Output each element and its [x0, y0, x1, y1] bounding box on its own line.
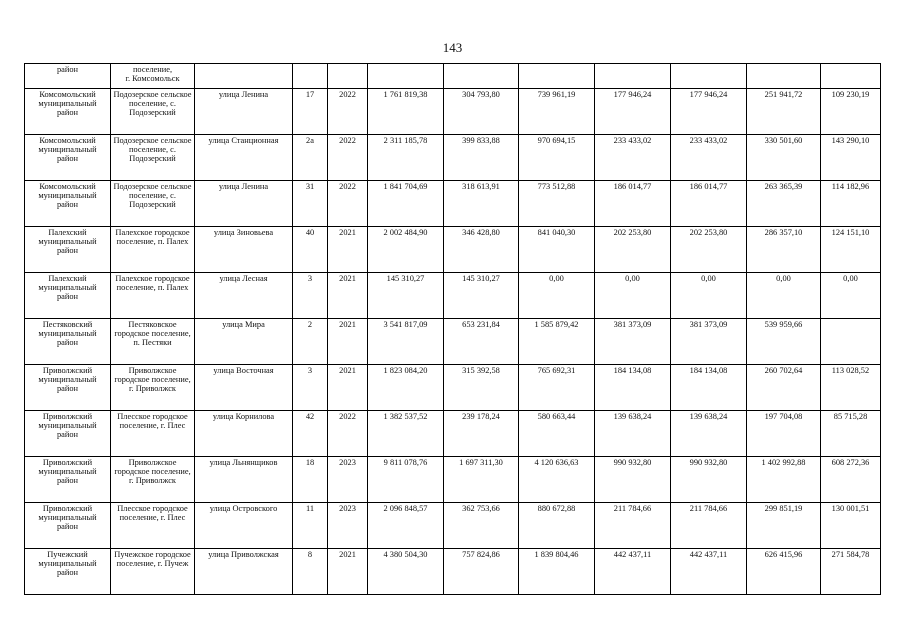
cell-year: 2021 — [328, 273, 368, 319]
table-row — [25, 319, 881, 365]
cell-amount-3: 0,00 — [595, 273, 671, 319]
cell-street: улица Приволжская — [195, 549, 293, 595]
cell-amount-4: 139 638,24 — [671, 411, 747, 457]
cell-amount-2: 739 961,19 — [519, 89, 595, 135]
cell-amount-1: 318 613,91 — [444, 181, 519, 227]
cell-amount-5: 0,00 — [747, 273, 821, 319]
cell-street: улица Корнилова — [195, 411, 293, 457]
cell-amount-1: 653 231,84 — [444, 319, 519, 365]
cell-total-cost: 1 823 084,20 — [368, 365, 444, 411]
table-row — [25, 365, 881, 411]
cell-amount-2 — [519, 64, 595, 89]
cell-street: улица Островского — [195, 503, 293, 549]
cell-amount-1: 1 697 311,30 — [444, 457, 519, 503]
cell-total-cost: 1 841 704,69 — [368, 181, 444, 227]
cell-amount-4: 442 437,11 — [671, 549, 747, 595]
cell-amount-5: 286 357,10 — [747, 227, 821, 273]
cell-amount-4: 211 784,66 — [671, 503, 747, 549]
cell-amount-5: 197 704,08 — [747, 411, 821, 457]
cell-total-cost: 4 380 504,30 — [368, 549, 444, 595]
cell-district: Пестяковский муниципальный район — [25, 319, 111, 365]
cell-amount-5: 260 702,64 — [747, 365, 821, 411]
cell-total-cost: 1 761 819,38 — [368, 89, 444, 135]
cell-amount-3: 177 946,24 — [595, 89, 671, 135]
cell-amount-3: 186 014,77 — [595, 181, 671, 227]
cell-amount-6: 0,00 — [821, 273, 881, 319]
cell-year: 2022 — [328, 411, 368, 457]
cell-amount-5: 626 415,96 — [747, 549, 821, 595]
cell-amount-5: 299 851,19 — [747, 503, 821, 549]
cell-district: Приволжский муниципальный район — [25, 457, 111, 503]
cell-amount-6: 109 230,19 — [821, 89, 881, 135]
cell-amount-4: 233 433,02 — [671, 135, 747, 181]
cell-settlement: поселение, г. Комсомольск — [111, 64, 195, 89]
cell-amount-4: 186 014,77 — [671, 181, 747, 227]
cell-amount-4: 177 946,24 — [671, 89, 747, 135]
table-row — [25, 135, 881, 181]
cell-amount-4: 0,00 — [671, 273, 747, 319]
table-row — [25, 227, 881, 273]
cell-amount-4: 990 932,80 — [671, 457, 747, 503]
cell-street: улица Лесная — [195, 273, 293, 319]
cell-district: Приволжский муниципальный район — [25, 411, 111, 457]
cell-house: 18 — [293, 457, 328, 503]
cell-amount-6: 113 028,52 — [821, 365, 881, 411]
table-row — [25, 64, 881, 89]
cell-amount-1: 239 178,24 — [444, 411, 519, 457]
cell-amount-1: 399 833,88 — [444, 135, 519, 181]
table-row — [25, 457, 881, 503]
cell-house: 3 — [293, 273, 328, 319]
cell-year: 2021 — [328, 227, 368, 273]
housing-registry-table — [24, 63, 881, 595]
cell-amount-3 — [595, 64, 671, 89]
cell-year — [328, 64, 368, 89]
table-row — [25, 503, 881, 549]
cell-total-cost: 2 096 848,57 — [368, 503, 444, 549]
cell-district: Комсомольский муниципальный район — [25, 89, 111, 135]
cell-total-cost: 1 382 537,52 — [368, 411, 444, 457]
cell-house: 40 — [293, 227, 328, 273]
cell-amount-5: 330 501,60 — [747, 135, 821, 181]
cell-amount-1 — [444, 64, 519, 89]
cell-street: улица Ленина — [195, 89, 293, 135]
cell-settlement: Плесское городское поселение, г. Плес — [111, 503, 195, 549]
cell-street: улица Восточная — [195, 365, 293, 411]
cell-year: 2022 — [328, 135, 368, 181]
table-row — [25, 549, 881, 595]
cell-district: Палехский муниципальный район — [25, 273, 111, 319]
cell-street: улица Зиновьева — [195, 227, 293, 273]
cell-year: 2022 — [328, 89, 368, 135]
cell-district: Комсомольский муниципальный район — [25, 181, 111, 227]
cell-amount-2: 970 694,15 — [519, 135, 595, 181]
cell-house: 2 — [293, 319, 328, 365]
cell-amount-3: 211 784,66 — [595, 503, 671, 549]
cell-year: 2023 — [328, 457, 368, 503]
cell-year: 2021 — [328, 549, 368, 595]
cell-amount-1: 145 310,27 — [444, 273, 519, 319]
cell-amount-6 — [821, 64, 881, 89]
cell-house — [293, 64, 328, 89]
cell-amount-2: 1 839 804,46 — [519, 549, 595, 595]
cell-settlement: Пучежское городское поселение, г. Пучеж — [111, 549, 195, 595]
cell-settlement: Подозерское сельское поселение, с. Подозерский — [111, 181, 195, 227]
cell-total-cost: 145 310,27 — [368, 273, 444, 319]
cell-district: Приволжский муниципальный район — [25, 503, 111, 549]
cell-amount-2: 773 512,88 — [519, 181, 595, 227]
cell-house: 17 — [293, 89, 328, 135]
cell-district: Комсомольский муниципальный район — [25, 135, 111, 181]
cell-amount-3: 184 134,08 — [595, 365, 671, 411]
cell-street: улица Мира — [195, 319, 293, 365]
cell-amount-1: 757 824,86 — [444, 549, 519, 595]
cell-year: 2021 — [328, 319, 368, 365]
cell-amount-6: 608 272,36 — [821, 457, 881, 503]
cell-district: район — [25, 64, 111, 89]
cell-amount-3: 139 638,24 — [595, 411, 671, 457]
cell-amount-3: 381 373,09 — [595, 319, 671, 365]
cell-amount-1: 315 392,58 — [444, 365, 519, 411]
cell-total-cost: 9 811 078,76 — [368, 457, 444, 503]
cell-amount-1: 362 753,66 — [444, 503, 519, 549]
table-body — [25, 64, 881, 595]
table-row — [25, 89, 881, 135]
cell-total-cost: 2 311 185,78 — [368, 135, 444, 181]
cell-settlement: Пестяковское городское поселение, п. Пестяки — [111, 319, 195, 365]
cell-house: 8 — [293, 549, 328, 595]
cell-street: улица Льнянщиков — [195, 457, 293, 503]
cell-amount-6 — [821, 319, 881, 365]
cell-year: 2021 — [328, 365, 368, 411]
cell-amount-3: 442 437,11 — [595, 549, 671, 595]
table-row — [25, 411, 881, 457]
cell-amount-6: 85 715,28 — [821, 411, 881, 457]
cell-amount-6: 271 584,78 — [821, 549, 881, 595]
cell-amount-1: 346 428,80 — [444, 227, 519, 273]
cell-house: 2а — [293, 135, 328, 181]
cell-total-cost — [368, 64, 444, 89]
cell-total-cost: 3 541 817,09 — [368, 319, 444, 365]
cell-settlement: Плесское городское поселение, г. Плес — [111, 411, 195, 457]
table-row — [25, 273, 881, 319]
cell-street: улица Ленина — [195, 181, 293, 227]
cell-amount-4 — [671, 64, 747, 89]
cell-amount-2: 1 585 879,42 — [519, 319, 595, 365]
cell-amount-6: 130 001,51 — [821, 503, 881, 549]
cell-house: 31 — [293, 181, 328, 227]
cell-district: Приволжский муниципальный район — [25, 365, 111, 411]
cell-year: 2023 — [328, 503, 368, 549]
cell-amount-6: 124 151,10 — [821, 227, 881, 273]
cell-amount-3: 202 253,80 — [595, 227, 671, 273]
cell-year: 2022 — [328, 181, 368, 227]
cell-amount-5: 251 941,72 — [747, 89, 821, 135]
cell-amount-5 — [747, 64, 821, 89]
cell-street: улица Станционная — [195, 135, 293, 181]
cell-amount-3: 233 433,02 — [595, 135, 671, 181]
cell-street — [195, 64, 293, 89]
cell-amount-6: 143 290,10 — [821, 135, 881, 181]
cell-amount-5: 539 959,66 — [747, 319, 821, 365]
cell-settlement: Приволжское городское поселение, г. Приволжск — [111, 457, 195, 503]
cell-amount-4: 184 134,08 — [671, 365, 747, 411]
cell-settlement: Подозерское сельское поселение, с. Подозерский — [111, 89, 195, 135]
cell-amount-5: 263 365,39 — [747, 181, 821, 227]
cell-house: 42 — [293, 411, 328, 457]
table-row — [25, 181, 881, 227]
cell-amount-2: 841 040,30 — [519, 227, 595, 273]
cell-amount-2: 880 672,88 — [519, 503, 595, 549]
cell-settlement: Приволжское городское поселение, г. Приволжск — [111, 365, 195, 411]
cell-amount-3: 990 932,80 — [595, 457, 671, 503]
cell-settlement: Палехское городское поселение, п. Палех — [111, 273, 195, 319]
cell-total-cost: 2 002 484,90 — [368, 227, 444, 273]
page-number: 143 — [442, 40, 463, 55]
cell-amount-4: 381 373,09 — [671, 319, 747, 365]
cell-amount-2: 765 692,31 — [519, 365, 595, 411]
cell-settlement: Палехское городское поселение, п. Палех — [111, 227, 195, 273]
cell-house: 3 — [293, 365, 328, 411]
cell-amount-5: 1 402 992,88 — [747, 457, 821, 503]
cell-amount-2: 580 663,44 — [519, 411, 595, 457]
cell-district: Палехский муниципальный район — [25, 227, 111, 273]
cell-amount-6: 114 182,96 — [821, 181, 881, 227]
cell-amount-2: 0,00 — [519, 273, 595, 319]
cell-amount-1: 304 793,80 — [444, 89, 519, 135]
cell-settlement: Подозерское сельское поселение, с. Подозерский — [111, 135, 195, 181]
cell-house: 11 — [293, 503, 328, 549]
cell-amount-2: 4 120 636,63 — [519, 457, 595, 503]
cell-district: Пучежский муниципальный район — [25, 549, 111, 595]
cell-amount-4: 202 253,80 — [671, 227, 747, 273]
